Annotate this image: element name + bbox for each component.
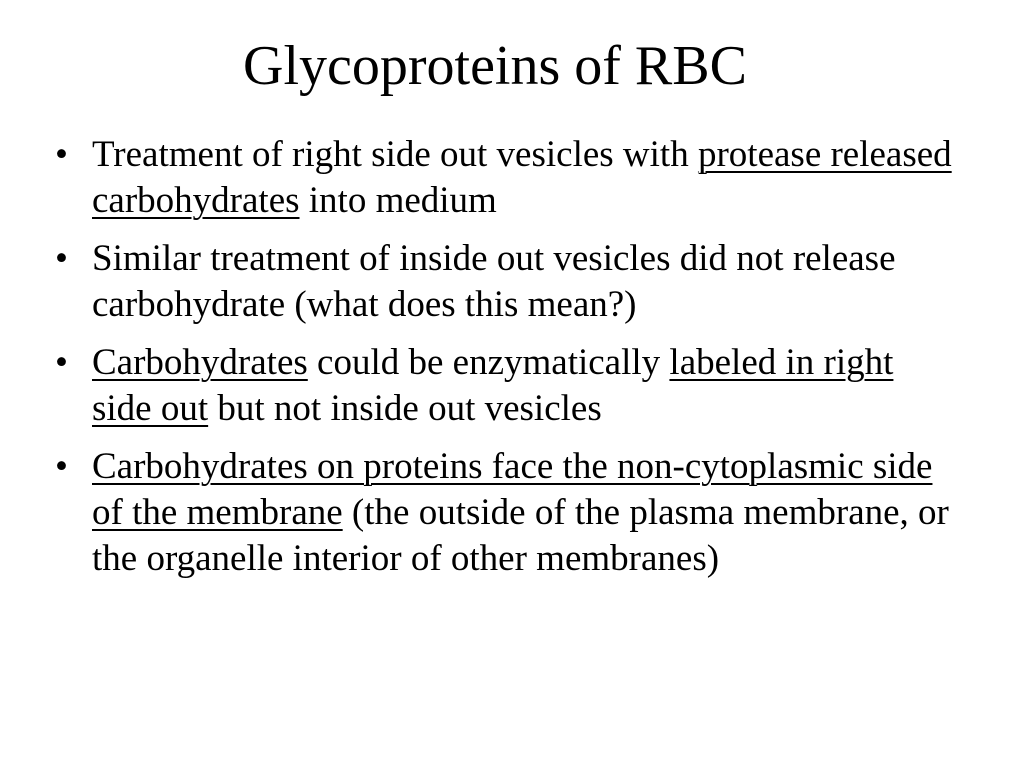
slide-title: Glycoproteins of RBC: [243, 35, 747, 97]
bullet-segment: could be enzymatically: [307, 342, 670, 383]
bullet-segment-underlined: Carbohydrates on proteins face the non-cytoplasmic side of the membrane: [92, 446, 933, 533]
bullet-marker: •: [55, 238, 68, 279]
bullet-marker: •: [55, 342, 68, 383]
bullet-item: [55, 236, 955, 328]
bullet-segment-underlined: protease released carbohydrates: [92, 134, 952, 221]
bullet-segment: Treatment of right side out vesicles with: [92, 134, 698, 175]
bullet-text: [92, 238, 896, 325]
bullet-list: [55, 132, 955, 594]
bullet-item: [55, 340, 955, 432]
bullet-marker: •: [55, 446, 68, 487]
bullet-segment-underlined: Carbohydrates: [92, 342, 308, 383]
bullet-segment-underlined: labeled in right side out: [92, 342, 894, 429]
bullet-text: [92, 446, 949, 579]
bullet-text: [92, 134, 952, 221]
bullet-segment: (the outside of the plasma membrane, or the organelle interior of other membranes): [92, 492, 949, 579]
bullet-item: [55, 444, 955, 582]
bullet-segment: Similar treatment of inside out vesicles did not release carbohydrate (what does this mean?): [92, 238, 896, 325]
bullet-text: [92, 342, 893, 429]
bullet-item: [55, 132, 955, 224]
bullet-segment: but not inside out vesicles: [208, 388, 602, 429]
bullet-segment: into medium: [299, 180, 497, 221]
bullet-marker: •: [55, 134, 68, 175]
